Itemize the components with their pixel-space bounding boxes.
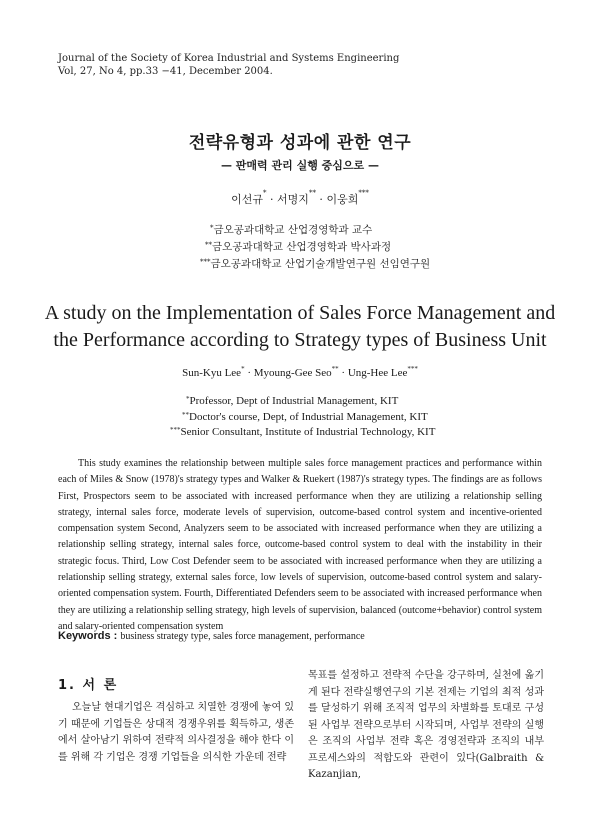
korean-subtitle: — 판매력 관리 실행 중심으로 — <box>220 159 380 172</box>
affiliation-text: 금오공과대학교 산업경영학과 교수 <box>213 224 373 236</box>
affiliation-text: 금오공과대학교 산업기술개발연구원 선임연구원 <box>210 258 431 270</box>
affiliation-text: 금오공과대학교 산업경영학과 박사과정 <box>212 241 392 253</box>
author-ko-3-mark: *** <box>358 189 369 197</box>
korean-affiliations <box>200 222 430 273</box>
journal-name: Journal of the Society of Korea Industrial and Systems Engineering <box>58 53 400 64</box>
affiliation-mark: ** <box>182 410 189 419</box>
abstract: This study examines the relationship between multiple sales force management practices and performance within each of Miles & Snow (1978)'s strategy types and Walker & Ruekert (1987)'s strategy types. The findings are as follows First, Prospectors seem to be associated with increased performance when they are utilizing a relationship selling strategy, internal sales force, moderate levels of supervision, outcome-based control system and incentive-oriented compensation system Second, Analyzers seem to be associated with increased performance when they are utilizing a relationship selling strategy, internal sales force, outcome-based control system to deal with the instability in their strategic focus. Third, Low Cost Defender seem to be associated with increased performance when they are utilizing a relationship selling strategy, external sales force, low levels of supervision, outcome-based control system and salary-oriented compensation system. Fourth, Differentiated Defenders seem to be associated with increased performance when they are utilizing a relationship selling strategy, high levels of supervision, balanced (outcome+behavior) control system and salary-oriented compensation system <box>58 458 542 632</box>
author-en-2: Myoung-Gee Seo <box>253 367 332 379</box>
english-authors <box>0 367 600 379</box>
affiliation-text: Professor, Dept of Industrial Management, KIT <box>189 395 399 407</box>
affiliation-text: Doctor's course, Dept, of Industrial Management, KIT <box>189 410 428 423</box>
author-separator: · <box>338 367 348 379</box>
keywords-text: business strategy type, sales force management, performance <box>120 631 365 642</box>
author-en-2-mark: ** <box>331 365 339 373</box>
keywords-label: Keywords : <box>58 630 121 642</box>
author-ko-3: 이웅희 <box>326 193 359 206</box>
english-title-line-1: A study on the Implementation of Sales Force Management and <box>44 302 556 324</box>
affiliation-mark: ** <box>205 241 212 249</box>
author-en-3-mark: *** <box>407 365 418 373</box>
author-ko-2: 서명지 <box>277 193 309 206</box>
author-ko-1-mark: * <box>263 189 267 197</box>
author-separator: · <box>244 367 254 379</box>
affiliation-text: Senior Consultant, Institute of Industrial Technology, KIT <box>180 426 436 438</box>
journal-volume: Vol, 27, No 4, pp.33 −41, December 2004. <box>58 66 273 77</box>
english-title-line-2: the Performance according to Strategy types of Business Unit <box>53 329 547 351</box>
author-en-1: Sun-Kyu Lee <box>182 367 242 379</box>
korean-authors <box>0 191 600 207</box>
section-heading: 1. 서 론 <box>58 678 119 693</box>
author-en-3: Ung-Hee Lee <box>347 367 408 379</box>
journal-info <box>58 52 399 78</box>
author-ko-2-mark: ** <box>308 189 316 197</box>
english-title <box>0 300 600 354</box>
affiliation-en-2 <box>178 410 435 426</box>
affiliation-mark: * <box>186 395 190 403</box>
affiliation-mark: * <box>210 224 214 232</box>
affiliation-ko-3 <box>200 256 430 273</box>
korean-title: 전략유형과 성과에 관한 연구 <box>188 133 412 153</box>
author-separator: · <box>315 193 327 206</box>
affiliation-ko-2 <box>200 239 430 256</box>
affiliation-en-3 <box>170 425 435 441</box>
affiliation-mark: *** <box>170 426 181 434</box>
keywords <box>58 630 365 642</box>
affiliation-ko-1 <box>200 222 430 239</box>
body-text-left-column: 오늘날 현대기업은 격심하고 치열한 경쟁에 놓여 있기 때문에 기업들은 상대적 경쟁우위를 획득하고, 생존에서 살아남기 위하여 전략적 의사결정을 해야 한다 이를 위해 각 기업은 경쟁 기업들을 의식한 가운데 전략 <box>58 702 294 763</box>
author-en-1-mark: * <box>241 365 245 373</box>
author-ko-1: 이선규 <box>231 193 264 206</box>
affiliation-mark: *** <box>200 258 211 266</box>
author-separator: · <box>266 193 278 206</box>
body-text-right-column: 목표를 설정하고 전략적 수단을 강구하며, 실천에 옮기게 된다 전략실행연구의 기본 전제는 기업의 최적 성과를 달성하기 위해 조직적 업무의 차별화를 토대로 구성된 사업부 전략으로부터 시작되며, 사업부 전략의 실행은 조직의 사업부 전략 혹은 경영전략과 조직의 내부 프로세스와의 적합도와 관련이 있다(Galbraith & Kazanjian, <box>308 670 544 780</box>
affiliation-en-1 <box>178 394 435 410</box>
english-affiliations <box>170 394 436 441</box>
